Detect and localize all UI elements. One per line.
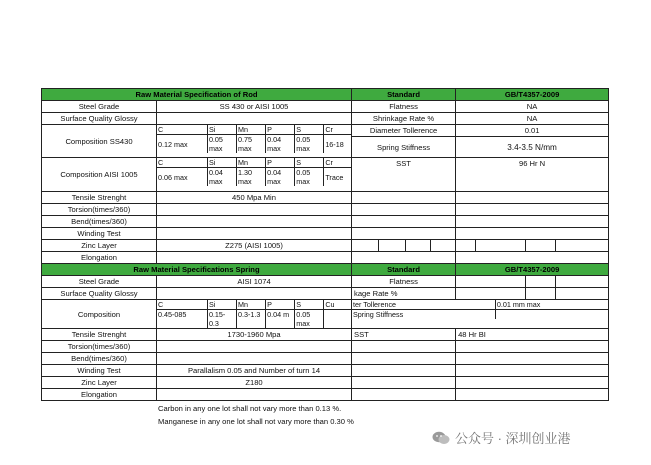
rod-title: Raw Material Specification of Rod	[42, 89, 352, 101]
element-value: 0.15-0.3	[207, 310, 236, 329]
empty-cell	[556, 276, 609, 288]
row-value	[157, 353, 352, 365]
element-value: 0.04 max	[266, 135, 295, 154]
right-label: SST	[352, 329, 456, 341]
empty-cell	[456, 365, 609, 377]
element-header: Mn	[237, 125, 266, 135]
row-value: Parallalism 0.05 and Number of turn 14	[157, 365, 352, 377]
row-value	[157, 288, 352, 300]
spring-header-row	[42, 264, 609, 276]
empty-cell	[526, 276, 556, 288]
empty-cell	[352, 192, 456, 204]
rod-standard-code: GB/T4357-2009	[456, 89, 609, 101]
row-label: Torsion(times/360)	[42, 341, 157, 353]
empty-cell	[526, 240, 556, 252]
empty-cell	[456, 228, 609, 240]
element-header: Si	[207, 158, 236, 168]
empty-cell	[456, 341, 609, 353]
composition-aisi1005-grid	[157, 158, 352, 192]
element-value: 0.04 max	[207, 168, 236, 187]
right-label: Diameter Tollerence	[352, 125, 456, 137]
spec-sheet	[41, 88, 609, 401]
empty-cell	[352, 377, 456, 389]
row-value	[157, 252, 352, 264]
row-label: Tensile Strenght	[42, 329, 157, 341]
empty-cell	[556, 288, 609, 300]
table-row	[42, 101, 609, 113]
row-value	[157, 204, 352, 216]
empty-cell	[456, 353, 609, 365]
table-row	[42, 228, 609, 240]
element-header: Mn	[237, 158, 266, 168]
element-value: 0.05 max	[295, 168, 324, 187]
row-value: Z180	[157, 377, 352, 389]
table-row	[42, 240, 609, 252]
empty-cell	[352, 341, 456, 353]
right-label: Flatness	[352, 101, 456, 113]
element-header: C	[157, 125, 207, 135]
element-value: 0.75 max	[237, 135, 266, 154]
element-header: Cr	[324, 158, 351, 168]
right-value	[456, 276, 526, 288]
element-value: 0.04 max	[266, 168, 295, 187]
notes	[158, 402, 354, 428]
right-value: NA	[456, 113, 609, 125]
empty-cell	[352, 216, 456, 228]
row-label: Steel Grade	[42, 101, 157, 113]
row-label: Tensile Strenght	[42, 192, 157, 204]
right-label: Spring Stiffness	[352, 137, 456, 158]
element-header: Cu	[324, 300, 351, 310]
element-header: P	[266, 300, 295, 310]
right-value: 3.4-3.5 N/mm	[456, 137, 609, 158]
element-header: Si	[207, 125, 236, 135]
empty-cell	[352, 228, 456, 240]
row-label: Composition SS430	[42, 125, 157, 158]
element-value: 0.05 max	[295, 135, 324, 154]
right-label: Spring Stiffness	[352, 310, 495, 320]
element-header: C	[157, 158, 207, 168]
table-row	[42, 192, 609, 204]
empty-cell	[456, 240, 476, 252]
table-row	[42, 276, 609, 288]
rod-standard-label: Standard	[352, 89, 456, 101]
right-value: 0.01 mm max	[495, 300, 608, 310]
row-value	[157, 113, 352, 125]
row-label: Elongation	[42, 252, 157, 264]
row-value	[157, 216, 352, 228]
empty-cell	[456, 252, 609, 264]
element-header: S	[295, 125, 324, 135]
row-label: Winding Test	[42, 365, 157, 377]
element-header: P	[266, 125, 295, 135]
element-value: 16-18	[325, 139, 344, 149]
element-value: 0.05 max	[295, 310, 324, 329]
element-header: Si	[207, 300, 236, 310]
spring-standard-code: GB/T4357-2009	[456, 264, 609, 276]
element-value: 0.12 max	[157, 135, 207, 154]
row-value: SS 430 or AISI 1005	[157, 101, 352, 113]
right-value: 48 Hr BI	[456, 329, 609, 341]
element-header: C	[157, 300, 207, 310]
right-label: Flatness	[352, 276, 456, 288]
row-label: Winding Test	[42, 228, 157, 240]
watermark	[432, 428, 571, 447]
row-value	[157, 341, 352, 353]
element-value: 0.04 m	[266, 310, 295, 329]
empty-cell	[456, 192, 609, 204]
empty-cell	[556, 240, 609, 252]
empty-cell	[352, 389, 456, 401]
element-header: P	[266, 158, 295, 168]
empty-cell	[406, 240, 431, 252]
empty-cell	[526, 288, 556, 300]
element-value: 0.45-085	[157, 310, 207, 329]
row-value	[157, 228, 352, 240]
wechat-icon	[432, 431, 450, 445]
row-value: Z275 (AISI 1005)	[157, 240, 352, 252]
empty-cell	[352, 204, 456, 216]
table-row	[42, 300, 609, 329]
right-value: NA	[456, 101, 609, 113]
row-label: Composition AISI 1005	[42, 158, 157, 192]
table-row	[42, 216, 609, 228]
element-header: Cr	[324, 125, 351, 135]
table-row	[42, 329, 609, 341]
row-value	[157, 389, 352, 401]
row-label: Steel Grade	[42, 276, 157, 288]
row-label: Zinc Layer	[42, 377, 157, 389]
right-value: 0.01	[456, 125, 609, 137]
element-value	[324, 310, 351, 329]
empty-cell	[379, 240, 406, 252]
empty-cell	[352, 365, 456, 377]
element-header: S	[295, 300, 324, 310]
rod-header-row	[42, 89, 609, 101]
element-value: Trace	[325, 172, 344, 182]
empty-cell	[352, 252, 456, 264]
row-label: Elongation	[42, 389, 157, 401]
right-label: ter Tollerence	[352, 300, 495, 310]
table-row	[42, 158, 609, 192]
row-label: Composition	[42, 300, 157, 329]
right-label: SST	[352, 158, 456, 192]
row-label: Bend(times/360)	[42, 216, 157, 228]
element-header: S	[295, 158, 324, 168]
row-label: Torsion(times/360)	[42, 204, 157, 216]
row-value: 450 Mpa Min	[157, 192, 352, 204]
element-value: 0.05 max	[207, 135, 236, 154]
table-row	[42, 125, 609, 137]
element-value: 0.06 max	[157, 168, 207, 187]
element-header: Mn	[237, 300, 266, 310]
empty-cell	[456, 389, 609, 401]
table-row	[42, 389, 609, 401]
row-label: Surface Quality Glossy	[42, 113, 157, 125]
row-value: 1730-1960 Mpa	[157, 329, 352, 341]
right-value	[456, 288, 526, 300]
spring-right-block	[352, 300, 609, 329]
spring-standard-label: Standard	[352, 264, 456, 276]
empty-cell	[456, 377, 609, 389]
element-value: 1.30 max	[237, 168, 266, 187]
empty-cell	[456, 204, 609, 216]
table-row	[42, 204, 609, 216]
row-label: Bend(times/360)	[42, 353, 157, 365]
row-label: Surface Quality Glossy	[42, 288, 157, 300]
empty-cell	[456, 216, 609, 228]
spring-title: Raw Material Specifications Spring	[42, 264, 352, 276]
empty-cell	[431, 240, 456, 252]
table-row	[42, 353, 609, 365]
table-row	[42, 377, 609, 389]
empty-cell	[476, 240, 526, 252]
empty-cell	[352, 353, 456, 365]
watermark-text: 公众号 · 深圳创业港	[455, 431, 571, 446]
composition-ss430-grid	[157, 125, 352, 158]
table-row	[42, 113, 609, 125]
note-carbon: Carbon in any one lot shall not vary more than 0.13 %.	[158, 404, 342, 413]
composition-spring-grid	[157, 300, 352, 329]
row-label: Zinc Layer	[42, 240, 157, 252]
note-manganese: Manganese in any one lot shall not vary more than 0.30 %	[158, 417, 354, 426]
table-row	[42, 341, 609, 353]
table-row	[42, 288, 609, 300]
empty-cell	[352, 240, 379, 252]
right-label: kage Rate %	[352, 288, 456, 300]
empty-cell	[495, 310, 608, 320]
table-row	[42, 252, 609, 264]
right-value: 96 Hr N	[456, 158, 609, 192]
right-label: Shrinkage Rate %	[352, 113, 456, 125]
row-value: AISI 1074	[157, 276, 352, 288]
table-row	[42, 365, 609, 377]
element-value: 0.3-1.3	[237, 310, 266, 329]
